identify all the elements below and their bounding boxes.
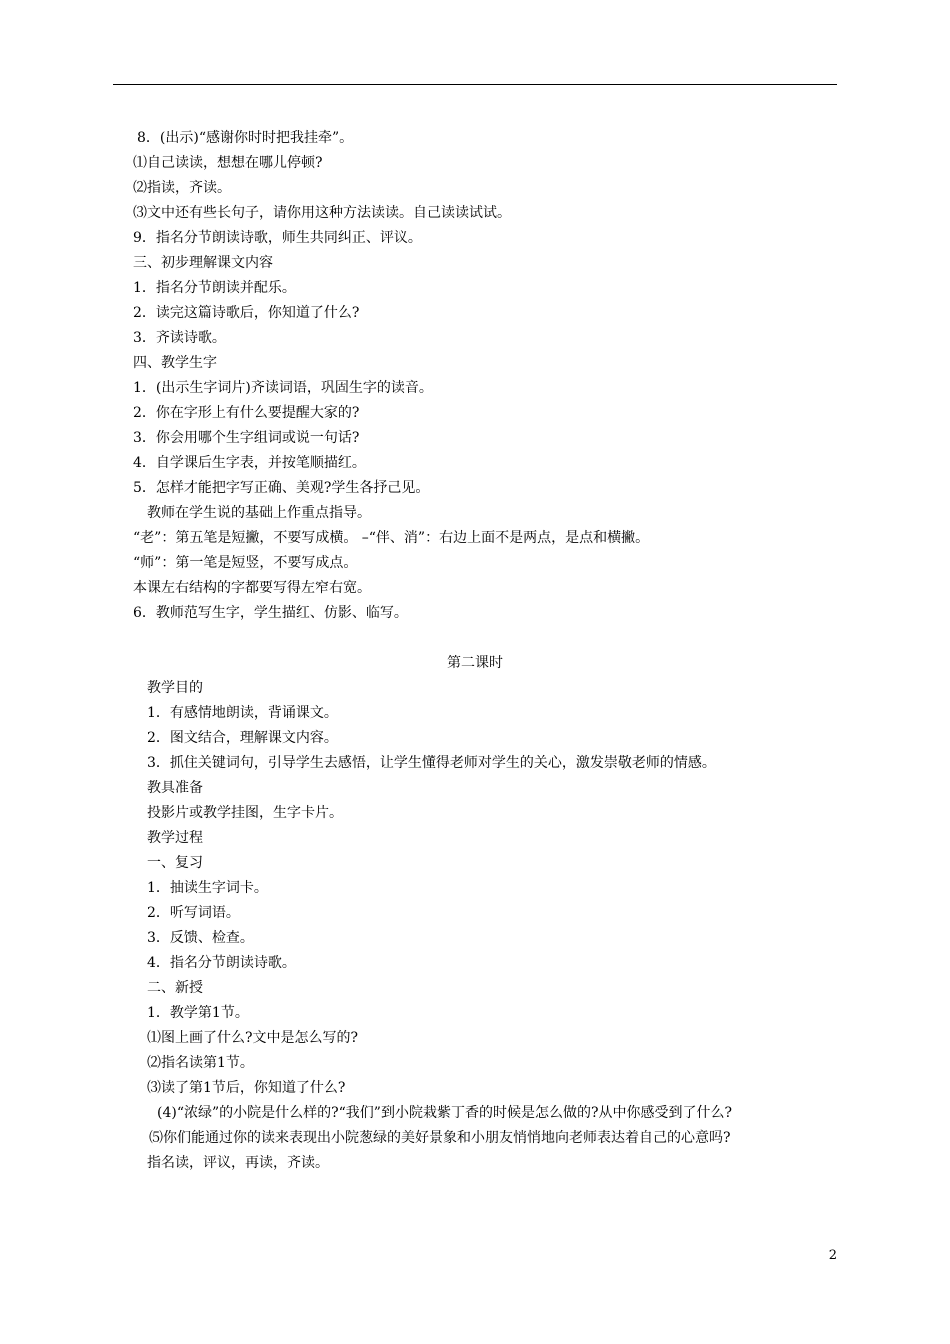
text-line: 3．你会用哪个生字组词或说一句话? (133, 430, 360, 446)
section-heading: 三、初步理解课文内容 (133, 255, 273, 271)
text-line: 1．指名分节朗读并配乐。 (133, 280, 296, 296)
text-line: 本课左右结构的字都要写得左窄右宽。 (133, 580, 371, 596)
text-line: “师”：第一笔是短竖，不要写成点。 (133, 555, 358, 571)
text-line: 投影片或教学挂图，生字卡片。 (147, 805, 343, 821)
lesson-title: 第二课时 (447, 655, 503, 671)
text-line: 2．读完这篇诗歌后，你知道了什么? (133, 305, 360, 321)
text-line: 1．有感情地朗读，背诵课文。 (147, 705, 338, 721)
text-line: 3．抓住关键词句，引导学生去感悟，让学生懂得老师对学生的关心，激发崇敬老师的情感。 (147, 755, 716, 771)
text-line: 8．(出示)“感谢你时时把我挂牵”。 (137, 130, 354, 146)
text-line: 教师在学生说的基础上作重点指导。 (147, 505, 371, 521)
text-paragraph: (4)“浓绿”的小院是什么样的?“我们”到小院栽紫丁香的时候是怎么做的?从中你感受到了什么? (157, 1105, 732, 1121)
blank-line (113, 626, 837, 651)
header-rule (113, 84, 837, 85)
text-line: 2．你在字形上有什么要提醒大家的? (133, 405, 360, 421)
text-line: 4．自学课后生字表，并按笔顺描红。 (133, 455, 366, 471)
page-number: 2 (828, 1248, 837, 1263)
text-line: 3．齐读诗歌。 (133, 330, 226, 346)
text-line: ⑴图上画了什么?文中是怎么写的? (147, 1030, 359, 1046)
section-heading: 教学过程 (147, 830, 203, 846)
section-heading: 教学目的 (147, 680, 203, 696)
text-line: 2．听写词语。 (147, 905, 240, 921)
section-heading: 二、新授 (147, 980, 203, 996)
text-line: 2．图文结合，理解课文内容。 (147, 730, 338, 746)
text-line: 1．(出示生字词片)齐读词语，巩固生字的读音。 (133, 380, 433, 396)
text-line: ⑶读了第1节后，你知道了什么? (147, 1080, 346, 1096)
text-line: 1．抽读生字词卡。 (147, 880, 268, 896)
text-line: ⑴自己读读，想想在哪儿停顿? (133, 155, 323, 171)
text-line: 指名读，评议，再读，齐读。 (147, 1155, 329, 1171)
text-line: “老”：第五笔是短撇，不要写成横。 –“伴、消”：右边上面不是两点，是点和横撇。 (133, 530, 650, 546)
document-body (113, 126, 837, 1176)
text-line: ⑵指名读第1节。 (147, 1055, 254, 1071)
text-line: ⑵指读，齐读。 (133, 180, 231, 196)
text-line: ⑶文中还有些长句子，请你用这种方法读读。自己读读试试。 (133, 205, 511, 221)
text-paragraph: ⑸你们能通过你的读来表现出小院葱绿的美好景象和小朋友悄悄地向老师表达着自己的心意吗? (149, 1130, 731, 1146)
text-line: 4．指名分节朗读诗歌。 (147, 955, 296, 971)
section-heading: 教具准备 (147, 780, 203, 796)
text-line: 5．怎样才能把字写正确、美观?学生各抒己见。 (133, 480, 430, 496)
text-line: 9．指名分节朗读诗歌，师生共同纠正、评议。 (133, 230, 422, 246)
text-line: 3．反馈、检查。 (147, 930, 254, 946)
text-line: 6．教师范写生字，学生描红、仿影、临写。 (133, 605, 408, 621)
text-line: 1．教学第1节。 (147, 1005, 249, 1021)
section-heading: 一、复习 (147, 855, 203, 871)
section-heading: 四、教学生字 (133, 355, 217, 371)
